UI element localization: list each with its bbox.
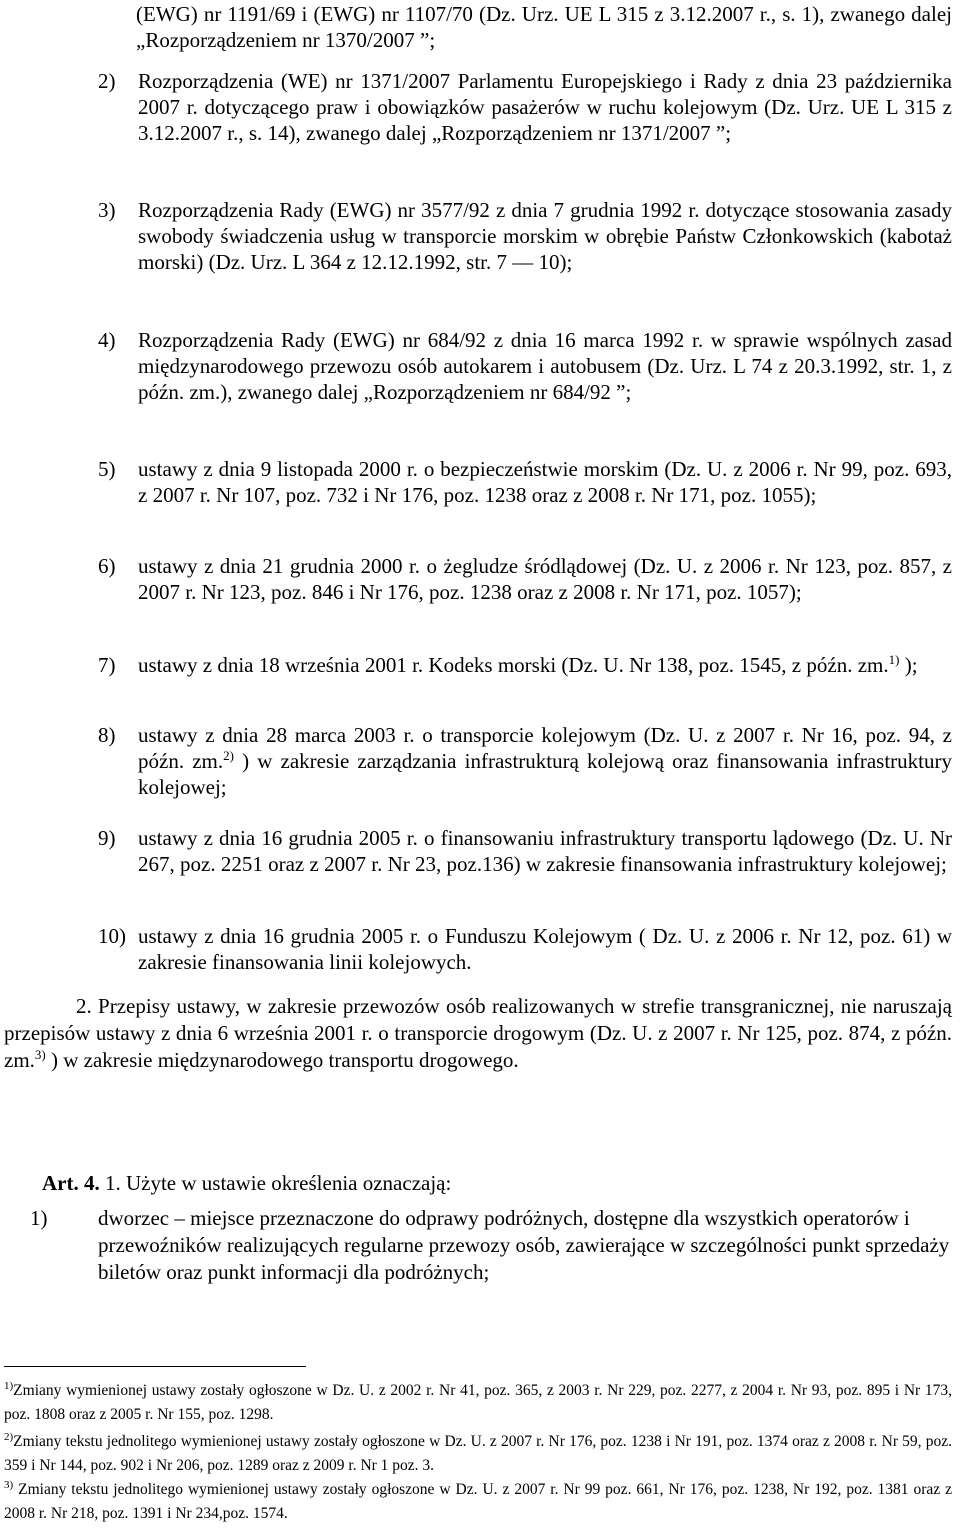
paragraph-2: 2. Przepisy ustawy, w zakresie przewozów osób realizowanych w strefie transgranicznej, nie naruszają przepisów ustawy z dnia 6 września 2001 r. o transporcie drogowym (Dz. U. z 2007 r. Nr 125, poz. 874, z późn. zm.$^{3)}$ ) w zakresie międzynarodowego transportu drogowego. (4, 994, 952, 1072)
footnote-2: $^{2)}$Zmiany tekstu jednolitego wymienionej ustawy zostały ogłoszone w Dz. U. z 2007 r. Nr 176, poz. 1238 i Nr 191, poz. 1374 oraz z 2008 r. Nr 59, poz. 359 i Nr 144, poz. 902 i Nr 206, poz. 1289 oraz z 2009 r. Nr 1 poz. 3. (4, 1431, 952, 1474)
footnote-ref[interactable]: 2) (223, 748, 234, 763)
list-item-6: 6) ustawy z dnia 21 grudnia 2000 r. o żegludze śródlądowej (Dz. U. z 2006 r. Nr 123, poz. 857, z 2007 r. Nr 123, poz. 846 i Nr 176, poz. 1238 oraz z 2008 r. Nr 171, poz. 1057); (98, 554, 952, 604)
list-item-5: 5) ustawy z dnia 9 listopada 2000 r. o bezpieczeństwie morskim (Dz. U. z 2006 r. Nr 99, poz. 693, z 2007 r. Nr 107, poz. 732 i Nr 176, poz. 1238 oraz z 2008 r. Nr 171, poz. 1055); (98, 457, 952, 507)
list-item-10: 10) ustawy z dnia 16 grudnia 2005 r. o Funduszu Kolejowym ( Dz. U. z 2006 r. Nr 12, poz. 61) w zakresie finansowania linii kolejowych. (98, 924, 952, 974)
footnote-ref[interactable]: 1) (888, 652, 900, 667)
list-item-9: 9) ustawy z dnia 16 grudnia 2005 r. o finansowaniu infrastruktury transportu lądowego (Dz. U. Nr 267, poz. 2251 oraz z 2007 r. Nr 23, poz.136) w zakresie finansowania infrastruktury kolejowej; (98, 826, 952, 876)
list-item-8: 8) ustawy z dnia 28 marca 2003 r. o transporcie kolejowym (Dz. U. z 2007 r. Nr 16, poz. 94, z późn. zm.$^{2)}$ ) w zakresie zarządzania infrastrukturą kolejową oraz finansowania infrastruktury kolejowej; (98, 723, 952, 799)
footnote-3: $^{3)}$ Zmiany tekstu jednolitego wymienionej ustawy zostały ogłoszone w Dz. U. z 2007 r. Nr 99 poz. 661, Nr 176, poz. 1238, Nr 192, poz. 1381 oraz z 2008 r. Nr 218, poz. 1391 i Nr 234,poz. 1574. (4, 1479, 952, 1522)
list-item-4: 4) Rozporządzenia Rady (EWG) nr 684/92 z dnia 16 marca 1992 r. w sprawie wspólnych zasad międzynarodowego przewozu osób autokarem i autobusem (Dz. Urz. L 74 z 20.3.1992, str. 1, z późn. zm.), zwanego dalej „Rozporządzeniem nr 684/92 ”; (98, 328, 952, 404)
article-heading: Art. 4. 1. Użyte w ustawie określenia oznaczają: (42, 1171, 452, 1195)
list-item-continuation: (EWG) nr 1191/69 i (EWG) nr 1107/70 (Dz. Urz. UE L 315 z 3.12.2007 r., s. 1), zwanego dalej „Rozporządzeniem nr 1370/2007 ”; (136, 2, 952, 52)
list-item-7: 7) ustawy z dnia 18 września 2001 r. Kodeks morski (Dz. U. Nr 138, poz. 1545, z późn. zm.$^{1)}$ ); (98, 652, 918, 677)
list-item-3: 3) Rozporządzenia Rady (EWG) nr 3577/92 z dnia 7 grudnia 1992 r. dotyczące stosowania zasady swobody świadczenia usług w transporcie morskim w obrębie Państw Członkowskich (kabotaż morski) (Dz. Urz. L 364 z 12.12.1992, str. 7 — 10); (98, 198, 952, 274)
footnote-ref[interactable]: 3) (34, 1047, 46, 1062)
footnote-divider (4, 1366, 306, 1367)
definition-item-1: 1) dworzec – miejsce przeznaczone do odprawy podróżnych, dostępne dla wszystkich operatorów i przewoźników realizujących regularne przewozy osób, zawierające w szczególności punkt sprzedaży biletów oraz punkt informacji dla podróżnych; (30, 1206, 950, 1284)
footnote-1: $^{1)}$Zmiany wymienionej ustawy zostały ogłoszone w Dz. U. z 2002 r. Nr 41, poz. 365, z 2003 r. Nr 229, poz. 2277, z 2004 r. Nr 93, poz. 895 i Nr 173, poz. 1808 oraz z 2005 r. Nr 155, poz. 1298. (4, 1380, 952, 1423)
list-item-2: 2) Rozporządzenia (WE) nr 1371/2007 Parlamentu Europejskiego i Rady z dnia 23 października 2007 r. dotyczącego praw i obowiązków pasażerów w ruchu kolejowym (Dz. Urz. UE L 315 z 3.12.2007 r., s. 14), zwanego dalej „Rozporządzeniem nr 1371/2007 ”; (98, 69, 952, 145)
